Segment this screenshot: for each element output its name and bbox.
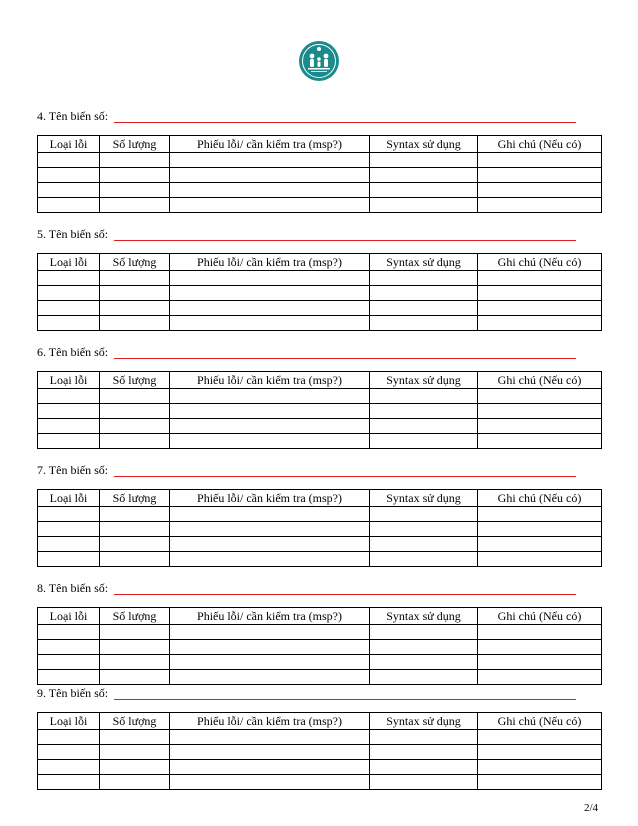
col-header-note: Ghi chú (Nếu có) bbox=[478, 608, 602, 625]
table-cell[interactable] bbox=[170, 286, 370, 301]
table-cell[interactable] bbox=[170, 271, 370, 286]
variable-name-label: 9. Tên biến số: bbox=[37, 686, 109, 700]
col-header-error-forms: Phiếu lỗi/ cần kiểm tra (msp?) bbox=[170, 713, 370, 730]
table-cell[interactable] bbox=[370, 404, 478, 419]
table-cell[interactable] bbox=[478, 655, 602, 670]
table-cell[interactable] bbox=[170, 625, 370, 640]
table-row bbox=[38, 404, 602, 419]
table-cell[interactable] bbox=[478, 271, 602, 286]
table-cell[interactable] bbox=[100, 522, 170, 537]
col-header-quantity: Số lượng bbox=[100, 490, 170, 507]
variable-name-label: 7. Tên biến số: bbox=[37, 463, 109, 477]
table-cell[interactable] bbox=[100, 168, 170, 183]
table-cell[interactable] bbox=[478, 640, 602, 655]
table-cell[interactable] bbox=[100, 507, 170, 522]
family-circle-logo-icon bbox=[298, 40, 340, 82]
table-cell[interactable] bbox=[100, 271, 170, 286]
table-cell[interactable] bbox=[478, 552, 602, 567]
col-header-syntax: Syntax sử dụng bbox=[370, 713, 478, 730]
variable-section-5 bbox=[37, 225, 601, 331]
table-cell[interactable] bbox=[38, 760, 100, 775]
table-header-row bbox=[38, 490, 602, 507]
table-row bbox=[38, 168, 602, 183]
table-cell[interactable] bbox=[170, 537, 370, 552]
table-cell[interactable] bbox=[100, 760, 170, 775]
table-cell[interactable] bbox=[100, 153, 170, 168]
table-row bbox=[38, 552, 602, 567]
table-cell[interactable] bbox=[478, 775, 602, 790]
table-cell[interactable] bbox=[170, 389, 370, 404]
table-cell[interactable] bbox=[478, 537, 602, 552]
table-cell[interactable] bbox=[170, 640, 370, 655]
table-cell[interactable] bbox=[370, 730, 478, 745]
table-row bbox=[38, 389, 602, 404]
variable-section-6 bbox=[37, 343, 601, 449]
table-cell[interactable] bbox=[370, 301, 478, 316]
col-header-quantity: Số lượng bbox=[100, 608, 170, 625]
error-table bbox=[37, 489, 602, 567]
table-cell[interactable] bbox=[370, 389, 478, 404]
table-cell[interactable] bbox=[170, 760, 370, 775]
variable-section-7 bbox=[37, 461, 601, 567]
table-cell[interactable] bbox=[370, 552, 478, 567]
table-cell[interactable] bbox=[370, 670, 478, 685]
variable-name-line bbox=[37, 684, 601, 700]
col-header-quantity: Số lượng bbox=[100, 254, 170, 271]
table-cell[interactable] bbox=[478, 286, 602, 301]
table-cell[interactable] bbox=[170, 522, 370, 537]
table-cell[interactable] bbox=[370, 434, 478, 449]
col-header-syntax: Syntax sử dụng bbox=[370, 608, 478, 625]
col-header-error-forms: Phiếu lỗi/ cần kiểm tra (msp?) bbox=[170, 254, 370, 271]
error-table bbox=[37, 607, 602, 685]
error-table bbox=[37, 371, 602, 449]
table-cell[interactable] bbox=[170, 183, 370, 198]
table-cell[interactable] bbox=[370, 625, 478, 640]
col-header-quantity: Số lượng bbox=[100, 713, 170, 730]
table-header-row bbox=[38, 713, 602, 730]
table-cell[interactable] bbox=[478, 316, 602, 331]
table-cell[interactable] bbox=[38, 745, 100, 760]
table-header-row bbox=[38, 136, 602, 153]
col-header-error-type: Loại lỗi bbox=[38, 372, 100, 389]
table-cell[interactable] bbox=[38, 730, 100, 745]
table-cell[interactable] bbox=[100, 183, 170, 198]
table-row bbox=[38, 745, 602, 760]
table-row bbox=[38, 301, 602, 316]
col-header-syntax: Syntax sử dụng bbox=[370, 254, 478, 271]
col-header-syntax: Syntax sử dụng bbox=[370, 136, 478, 153]
table-header-row bbox=[38, 372, 602, 389]
table-cell[interactable] bbox=[38, 301, 100, 316]
variable-name-line bbox=[37, 225, 601, 241]
table-cell[interactable] bbox=[478, 507, 602, 522]
col-header-note: Ghi chú (Nếu có) bbox=[478, 372, 602, 389]
table-cell[interactable] bbox=[478, 168, 602, 183]
table-cell[interactable] bbox=[38, 389, 100, 404]
col-header-error-forms: Phiếu lỗi/ cần kiểm tra (msp?) bbox=[170, 490, 370, 507]
table-cell[interactable] bbox=[170, 198, 370, 213]
table-cell[interactable] bbox=[38, 655, 100, 670]
variable-name-line bbox=[37, 461, 601, 477]
table-cell[interactable] bbox=[38, 670, 100, 685]
table-cell[interactable] bbox=[370, 153, 478, 168]
error-table bbox=[37, 712, 602, 790]
table-cell[interactable] bbox=[370, 419, 478, 434]
col-header-syntax: Syntax sử dụng bbox=[370, 490, 478, 507]
table-cell[interactable] bbox=[100, 419, 170, 434]
variable-section-8 bbox=[37, 579, 601, 685]
table-cell[interactable] bbox=[100, 670, 170, 685]
table-cell[interactable] bbox=[38, 640, 100, 655]
table-row bbox=[38, 775, 602, 790]
table-row bbox=[38, 271, 602, 286]
table-cell[interactable] bbox=[38, 316, 100, 331]
table-cell[interactable] bbox=[100, 655, 170, 670]
table-row bbox=[38, 419, 602, 434]
table-cell[interactable] bbox=[370, 316, 478, 331]
table-row bbox=[38, 316, 602, 331]
table-row bbox=[38, 760, 602, 775]
table-cell[interactable] bbox=[170, 730, 370, 745]
error-table bbox=[37, 253, 602, 331]
col-header-error-type: Loại lỗi bbox=[38, 254, 100, 271]
table-cell[interactable] bbox=[370, 271, 478, 286]
table-cell[interactable] bbox=[100, 286, 170, 301]
table-cell[interactable] bbox=[100, 316, 170, 331]
variable-name-line bbox=[37, 579, 601, 595]
col-header-error-type: Loại lỗi bbox=[38, 608, 100, 625]
table-cell[interactable] bbox=[370, 745, 478, 760]
table-cell[interactable] bbox=[38, 507, 100, 522]
table-cell[interactable] bbox=[38, 522, 100, 537]
error-table bbox=[37, 135, 602, 213]
table-cell[interactable] bbox=[370, 286, 478, 301]
variable-section-9 bbox=[37, 684, 601, 790]
table-cell[interactable] bbox=[478, 183, 602, 198]
table-cell[interactable] bbox=[170, 745, 370, 760]
table-cell[interactable] bbox=[478, 670, 602, 685]
table-cell[interactable] bbox=[370, 168, 478, 183]
table-cell[interactable] bbox=[478, 745, 602, 760]
variable-name-label: 4. Tên biến số: bbox=[37, 109, 109, 123]
variable-name-blank[interactable] bbox=[114, 346, 576, 359]
table-cell[interactable] bbox=[370, 522, 478, 537]
table-cell[interactable] bbox=[100, 552, 170, 567]
variable-name-blank[interactable] bbox=[114, 582, 576, 595]
table-cell[interactable] bbox=[170, 655, 370, 670]
table-cell[interactable] bbox=[478, 522, 602, 537]
table-cell[interactable] bbox=[38, 625, 100, 640]
table-cell[interactable] bbox=[38, 183, 100, 198]
table-cell[interactable] bbox=[170, 419, 370, 434]
table-row bbox=[38, 522, 602, 537]
table-cell[interactable] bbox=[370, 537, 478, 552]
col-header-error-type: Loại lỗi bbox=[38, 136, 100, 153]
variable-section-4 bbox=[37, 107, 601, 213]
table-cell[interactable] bbox=[38, 537, 100, 552]
table-cell[interactable] bbox=[38, 419, 100, 434]
table-row bbox=[38, 183, 602, 198]
table-cell[interactable] bbox=[370, 507, 478, 522]
table-cell[interactable] bbox=[100, 198, 170, 213]
table-cell[interactable] bbox=[478, 198, 602, 213]
table-cell[interactable] bbox=[170, 552, 370, 567]
table-cell[interactable] bbox=[478, 404, 602, 419]
table-header-row bbox=[38, 608, 602, 625]
table-cell[interactable] bbox=[478, 419, 602, 434]
table-row bbox=[38, 625, 602, 640]
table-cell[interactable] bbox=[478, 730, 602, 745]
table-cell[interactable] bbox=[170, 670, 370, 685]
table-cell[interactable] bbox=[38, 404, 100, 419]
table-cell[interactable] bbox=[370, 655, 478, 670]
table-row bbox=[38, 670, 602, 685]
table-cell[interactable] bbox=[38, 286, 100, 301]
variable-name-label: 6. Tên biến số: bbox=[37, 345, 109, 359]
col-header-error-forms: Phiếu lỗi/ cần kiểm tra (msp?) bbox=[170, 608, 370, 625]
table-cell[interactable] bbox=[38, 168, 100, 183]
variable-name-line bbox=[37, 107, 601, 123]
table-header-row bbox=[38, 254, 602, 271]
table-cell[interactable] bbox=[100, 434, 170, 449]
table-cell[interactable] bbox=[478, 625, 602, 640]
table-cell[interactable] bbox=[100, 730, 170, 745]
table-cell[interactable] bbox=[170, 775, 370, 790]
table-cell[interactable] bbox=[100, 640, 170, 655]
table-row bbox=[38, 507, 602, 522]
table-row bbox=[38, 153, 602, 168]
table-row bbox=[38, 198, 602, 213]
col-header-note: Ghi chú (Nếu có) bbox=[478, 713, 602, 730]
col-header-quantity: Số lượng bbox=[100, 372, 170, 389]
col-header-quantity: Số lượng bbox=[100, 136, 170, 153]
table-cell[interactable] bbox=[100, 301, 170, 316]
col-header-error-type: Loại lỗi bbox=[38, 490, 100, 507]
table-cell[interactable] bbox=[38, 198, 100, 213]
table-cell[interactable] bbox=[100, 625, 170, 640]
table-cell[interactable] bbox=[170, 404, 370, 419]
col-header-error-forms: Phiếu lỗi/ cần kiểm tra (msp?) bbox=[170, 136, 370, 153]
table-row bbox=[38, 655, 602, 670]
table-cell[interactable] bbox=[478, 760, 602, 775]
variable-name-blank[interactable] bbox=[114, 228, 576, 241]
table-cell[interactable] bbox=[478, 434, 602, 449]
table-row bbox=[38, 537, 602, 552]
table-cell[interactable] bbox=[170, 507, 370, 522]
variable-name-blank[interactable] bbox=[114, 110, 576, 123]
col-header-note: Ghi chú (Nếu có) bbox=[478, 136, 602, 153]
table-cell[interactable] bbox=[100, 745, 170, 760]
table-cell[interactable] bbox=[478, 301, 602, 316]
table-cell[interactable] bbox=[170, 301, 370, 316]
table-cell[interactable] bbox=[100, 389, 170, 404]
table-row bbox=[38, 286, 602, 301]
table-cell[interactable] bbox=[38, 271, 100, 286]
page-number: 2/4 bbox=[584, 802, 599, 814]
table-row bbox=[38, 730, 602, 745]
col-header-error-forms: Phiếu lỗi/ cần kiểm tra (msp?) bbox=[170, 372, 370, 389]
table-cell[interactable] bbox=[170, 153, 370, 168]
table-cell[interactable] bbox=[370, 640, 478, 655]
table-cell[interactable] bbox=[370, 198, 478, 213]
table-cell[interactable] bbox=[100, 404, 170, 419]
table-cell[interactable] bbox=[38, 434, 100, 449]
variable-name-label: 5. Tên biến số: bbox=[37, 227, 109, 241]
table-cell[interactable] bbox=[38, 552, 100, 567]
col-header-note: Ghi chú (Nếu có) bbox=[478, 254, 602, 271]
table-cell[interactable] bbox=[170, 316, 370, 331]
table-cell[interactable] bbox=[370, 760, 478, 775]
col-header-syntax: Syntax sử dụng bbox=[370, 372, 478, 389]
variable-name-line bbox=[37, 343, 601, 359]
table-cell[interactable] bbox=[370, 183, 478, 198]
table-cell[interactable] bbox=[38, 775, 100, 790]
table-cell[interactable] bbox=[478, 153, 602, 168]
table-cell[interactable] bbox=[370, 775, 478, 790]
table-cell[interactable] bbox=[170, 434, 370, 449]
col-header-note: Ghi chú (Nếu có) bbox=[478, 490, 602, 507]
col-header-error-type: Loại lỗi bbox=[38, 713, 100, 730]
table-cell[interactable] bbox=[38, 153, 100, 168]
variable-name-blank[interactable] bbox=[114, 687, 576, 700]
table-row bbox=[38, 640, 602, 655]
table-cell[interactable] bbox=[100, 537, 170, 552]
variable-name-label: 8. Tên biến số: bbox=[37, 581, 109, 595]
variable-name-blank[interactable] bbox=[114, 464, 576, 477]
table-cell[interactable] bbox=[478, 389, 602, 404]
table-cell[interactable] bbox=[170, 168, 370, 183]
table-cell[interactable] bbox=[100, 775, 170, 790]
table-row bbox=[38, 434, 602, 449]
